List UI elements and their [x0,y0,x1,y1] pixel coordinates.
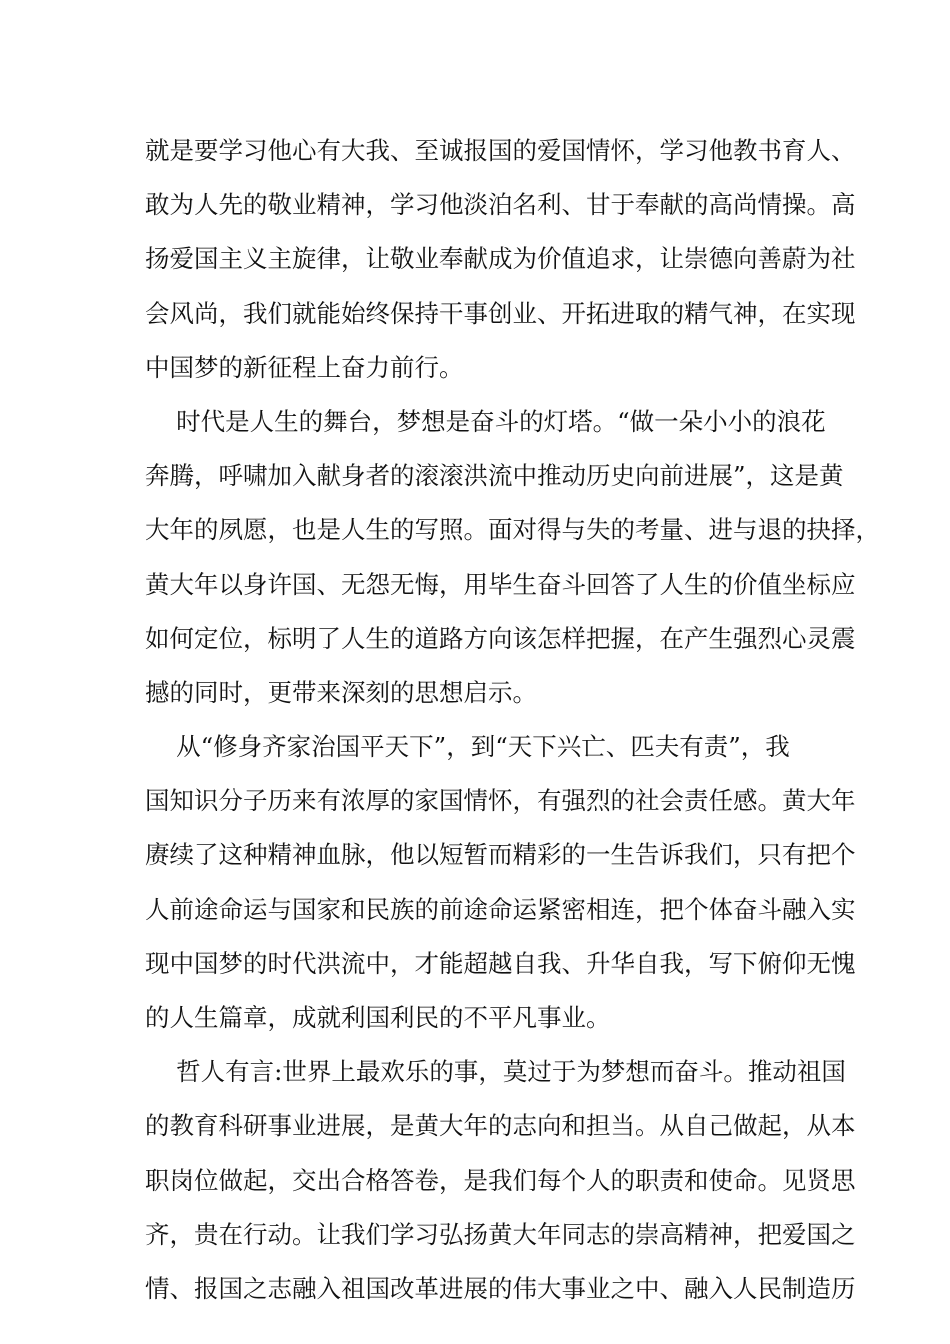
text-line: 人前途命运与国家和民族的前途命运紧密相连，把个体奋斗融入实 [145,894,856,924]
text-line: 从“修身齐家治国平天下”，到“天下兴亡、匹夫有责”，我 [145,732,790,762]
text-line: 哲人有言:世界上最欢乐的事，莫过于为梦想而奋斗。推动祖国 [145,1057,846,1087]
text-line: 会风尚，我们就能始终保持干事创业、开拓进取的精气神，在实现 [145,298,856,328]
document-body [145,124,880,1316]
text-line: 时代是人生的舞台，梦想是奋斗的灯塔。“做一朵小小的浪花 [145,406,826,436]
text-line: 就是要学习他心有大我、至诚报国的爱国情怀，学习他教书育人、 [145,136,856,165]
text-line: 撼的同时，更带来深刻的思想启示。 [145,677,537,707]
text-line: 职岗位做起，交出合格答卷，是我们每个人的职责和使命。见贤思 [145,1165,856,1195]
text-line: 的教育科研事业进展，是黄大年的志向和担当。从自己做起，从本 [145,1111,856,1141]
text-line: 黄大年以身许国、无怨无悔，用毕生奋斗回答了人生的价值坐标应 [145,569,856,599]
text-line: 扬爱国主义主旋律，让敬业奉献成为价值追求，让崇德向善蔚为社 [145,244,856,274]
text-line: 的人生篇章，成就利国利民的不平凡事业。 [145,1003,611,1032]
text-line: 齐，贵在行动。让我们学习弘扬黄大年同志的崇高精神，把爱国之 [145,1219,856,1249]
text-line: 现中国梦的时代洪流中，才能超越自我、升华自我，写下俯仰无愧 [145,948,856,978]
text-line: 奔腾，呼啸加入献身者的滚滚洪流中推动历史向前进展”，这是黄 [145,461,844,491]
text-line: 大年的夙愿，也是人生的写照。面对得与失的考量、进与退的抉择， [145,515,880,545]
text-line: 敢为人先的敬业精神，学习他淡泊名利、甘于奉献的高尚情操。高 [145,190,856,220]
text-line: 情、报国之志融入祖国改革进展的伟大事业之中、融入人民制造历 [145,1273,856,1303]
text-line: 如何定位，标明了人生的道路方向该怎样把握，在产生强烈心灵震 [145,623,856,653]
text-line: 中国梦的新征程上奋力前行。 [145,352,464,382]
text-line: 国知识分子历来有浓厚的家国情怀，有强烈的社会责任感。黄大年 [145,786,856,816]
text-line: 赓续了这种精神血脉，他以短暂而精彩的一生告诉我们，只有把个 [145,840,856,870]
